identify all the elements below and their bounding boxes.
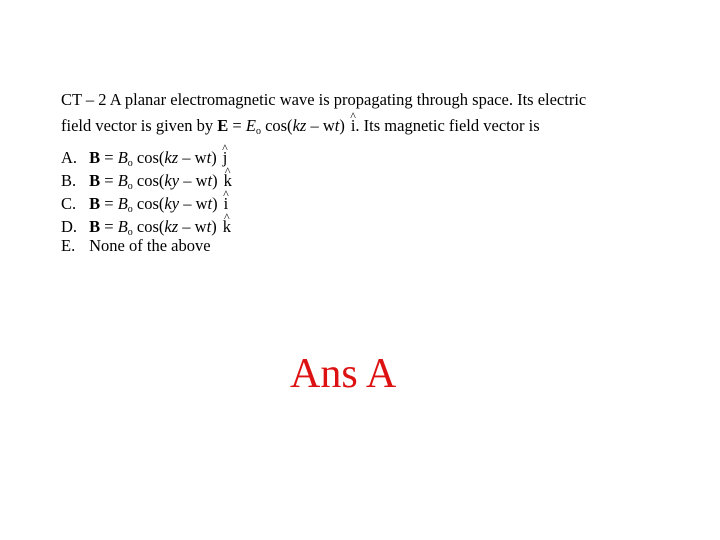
equals-sign: = bbox=[232, 116, 242, 135]
option-row bbox=[61, 143, 661, 169]
minus-omega: – w bbox=[178, 148, 207, 167]
magnetic-amplitude: B bbox=[117, 194, 128, 213]
option-row bbox=[61, 166, 661, 192]
wave-argument: ky bbox=[164, 194, 180, 213]
option-letter: A. bbox=[61, 148, 78, 167]
wave-argument: kz bbox=[164, 217, 179, 236]
electric-field-symbol: E bbox=[217, 116, 229, 135]
time-variable: t bbox=[206, 148, 212, 167]
close-paren: ) bbox=[211, 217, 217, 236]
wave-argument: ky bbox=[164, 171, 180, 190]
amplitude-subscript: o bbox=[127, 227, 133, 238]
time-variable: t bbox=[206, 217, 212, 236]
magnetic-amplitude: B bbox=[117, 217, 128, 236]
question-label: CT – 2 bbox=[61, 90, 107, 109]
time-variable: t bbox=[207, 194, 213, 213]
option-e-text: None of the above bbox=[89, 236, 211, 255]
option-letter: B. bbox=[61, 171, 77, 190]
equals-sign: = bbox=[104, 194, 114, 213]
cos-open: cos( bbox=[136, 148, 165, 167]
equals-sign: = bbox=[104, 148, 114, 167]
equals-sign: = bbox=[104, 217, 114, 236]
magnetic-amplitude: B bbox=[117, 148, 128, 167]
equals-sign: = bbox=[104, 171, 114, 190]
option-e-letter: E. bbox=[61, 236, 76, 255]
option-letter: C. bbox=[61, 194, 77, 213]
close-paren: ) bbox=[212, 171, 218, 190]
amplitude-subscript: o bbox=[255, 126, 261, 137]
close-paren: ) bbox=[211, 148, 217, 167]
close-paren: ) bbox=[212, 194, 218, 213]
option-row bbox=[61, 189, 661, 215]
unit-vector-hat: ^ k bbox=[224, 166, 232, 192]
cos-open: cos( bbox=[136, 194, 165, 213]
close-paren: ) bbox=[339, 116, 345, 135]
electric-amplitude: E bbox=[245, 116, 256, 135]
unit-vector-hat: ^ k bbox=[223, 212, 231, 238]
question-stem-line-2 bbox=[61, 111, 661, 143]
magnetic-field-symbol: B bbox=[89, 217, 101, 236]
option-e bbox=[61, 235, 661, 258]
wave-argument: kz bbox=[292, 116, 307, 135]
time-variable: t bbox=[334, 116, 340, 135]
magnetic-field-symbol: B bbox=[89, 148, 101, 167]
question-stem-text-2: field vector is given by bbox=[61, 116, 214, 135]
wave-argument: kz bbox=[164, 148, 179, 167]
cos-open: cos( bbox=[136, 217, 165, 236]
question-stem-tail: . Its magnetic field vector is bbox=[355, 116, 540, 135]
unit-vector-hat: ^ i bbox=[224, 189, 229, 215]
option-row bbox=[61, 212, 661, 238]
question-block bbox=[61, 89, 661, 258]
magnetic-field-symbol: B bbox=[89, 171, 101, 190]
amplitude-subscript: o bbox=[127, 158, 133, 169]
minus-omega: – w bbox=[179, 171, 208, 190]
answer-options bbox=[61, 143, 661, 238]
minus-omega: – w bbox=[179, 194, 208, 213]
amplitude-subscript: o bbox=[127, 181, 133, 192]
answer-text: Ans A bbox=[290, 351, 397, 397]
minus-omega: – w bbox=[178, 217, 207, 236]
option-letter: D. bbox=[61, 217, 78, 236]
time-variable: t bbox=[207, 171, 213, 190]
question-stem-line-1 bbox=[61, 89, 661, 111]
minus-omega: – w bbox=[306, 116, 335, 135]
magnetic-field-symbol: B bbox=[89, 194, 101, 213]
cos-open: cos( bbox=[265, 116, 293, 135]
magnetic-amplitude: B bbox=[117, 171, 128, 190]
question-stem-text-1: A planar electromagnetic wave is propagating through space. Its electric bbox=[109, 90, 587, 109]
unit-vector-hat: ^ j bbox=[223, 143, 228, 169]
cos-open: cos( bbox=[136, 171, 165, 190]
amplitude-subscript: o bbox=[127, 204, 133, 215]
unit-vector-i-hat: ^ i bbox=[351, 111, 356, 137]
